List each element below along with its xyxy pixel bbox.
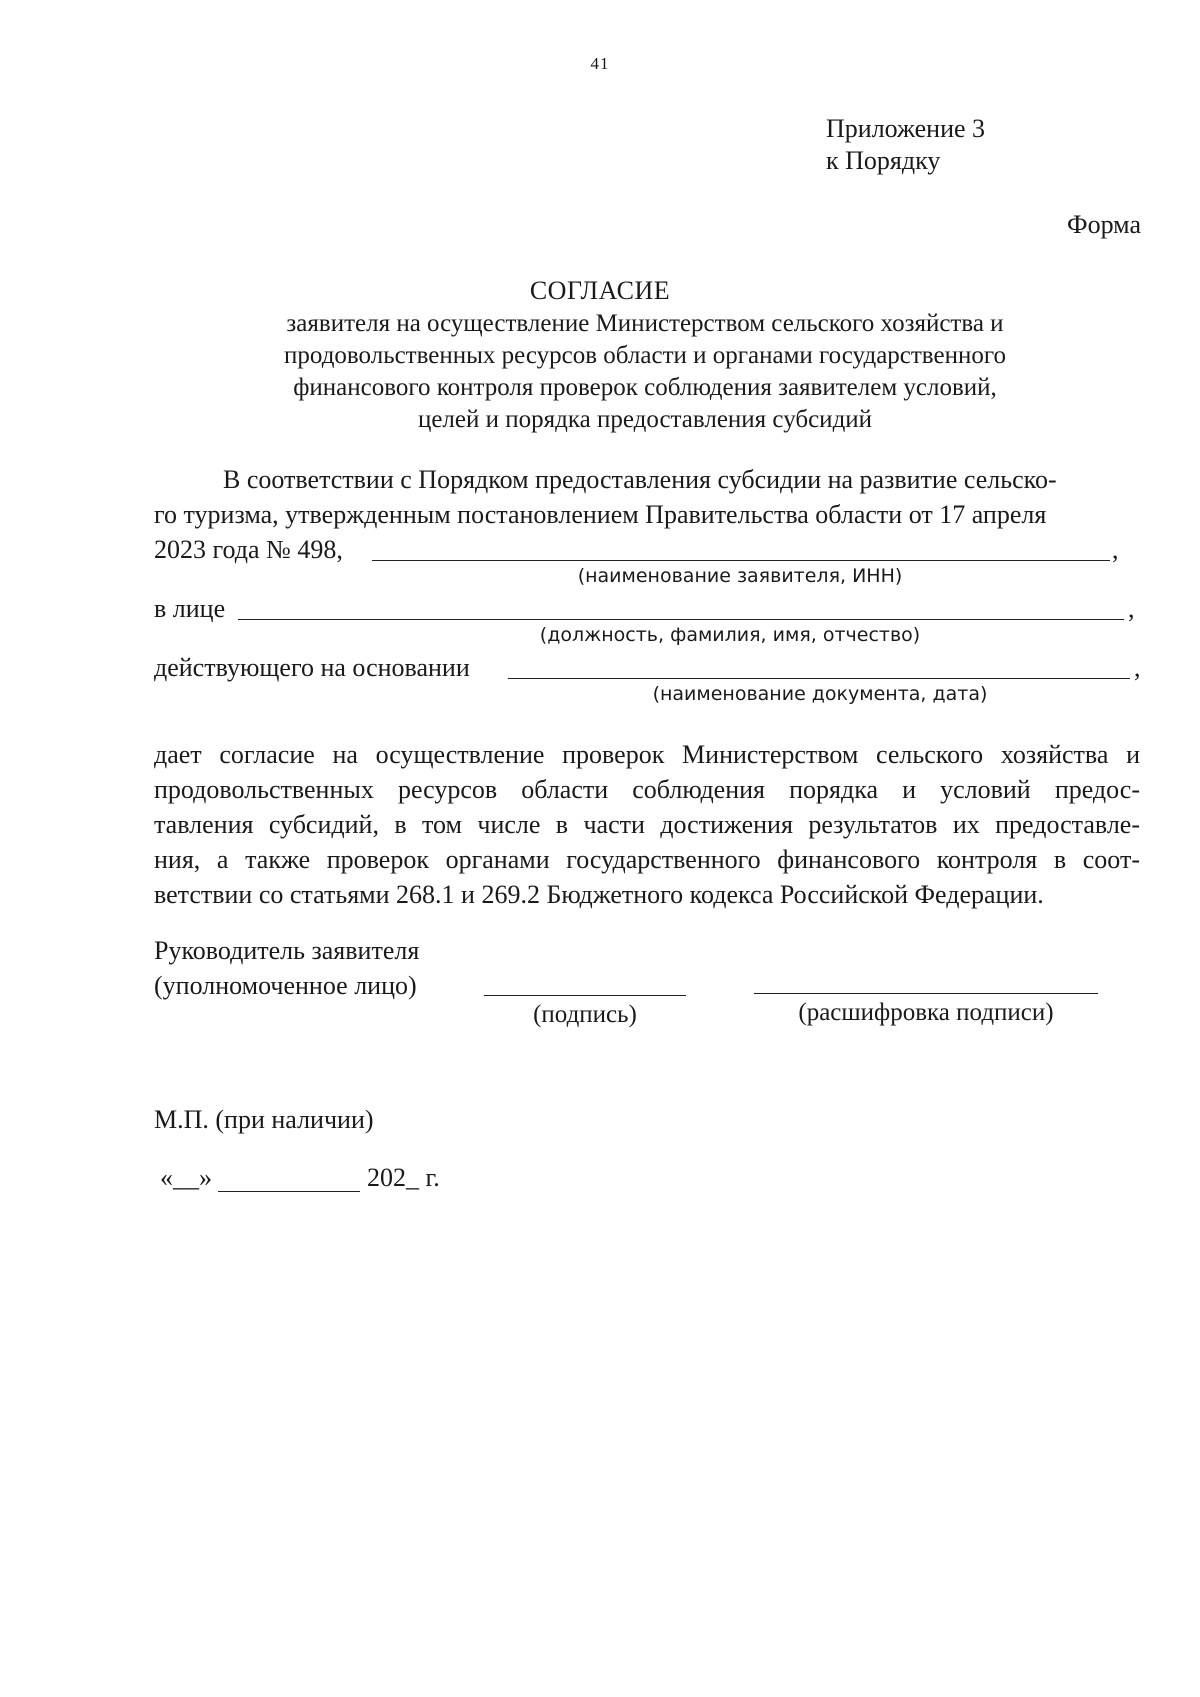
document-title: СОГЛАСИЕ [529,276,671,305]
appendix-number: Приложение 3 [826,114,986,143]
person-label: в лице [154,594,226,623]
person-comma: , [1128,594,1135,623]
applicant-comma: , [1112,535,1119,564]
head-label-line-1: Руководитель заявителя [154,936,420,965]
applicant-field-line[interactable] [372,560,1110,561]
basis-field-hint: (наименование документа, дата) [652,683,988,705]
intro-line-2: го туризма, утвержденным постановлением Правительства области от 17 апреля [154,500,1047,529]
document-subtitle-text: заявителя на осуществление Министерством сельского хозяйства и продовольственных ресурсов области и органами государственного финансового контроля проверок соблюдения заявителем условий, целей и порядка предоставления субсидий [284,310,1006,433]
consent-line-4: ния, а также проверок органами государственного финансового контроля в соот- [154,845,1140,874]
date-month-field-line[interactable] [218,1191,360,1192]
appendix-target: к Порядку [826,146,941,175]
signature-decoding-field-line[interactable] [754,993,1098,994]
stamp-label: М.П. (при наличии) [154,1105,374,1134]
form-label: Форма [1067,210,1141,239]
applicant-field-hint: (наименование заявителя, ИНН) [577,565,903,587]
consent-line-3: тавления субсидий, в том числе в части достижения результатов их предоставле- [154,810,1140,839]
signature-field-line[interactable] [484,995,686,996]
consent-line-5: ветствии со статьями 268.1 и 269.2 Бюджетного кодекса Российской Федерации. [154,880,1044,909]
document-subtitle [0,308,1200,436]
person-field-hint: (должность, фамилия, имя, отчество) [539,624,921,646]
basis-label: действующего на основании [154,653,470,682]
head-label-line-2: (уполномоченное лицо) [154,971,417,1000]
appendix-reference [826,113,985,177]
basis-field-line[interactable] [508,678,1130,679]
date-day: «__» [160,1163,212,1192]
signature-decoding-hint: (расшифровка подписи) [798,999,1054,1026]
page-number: 41 [590,54,610,73]
intro-line-3: 2023 года № 498, [154,535,343,564]
consent-line-1: дает согласие на осуществление проверок Министерством сельского хозяйства и [154,740,1140,769]
person-field-line[interactable] [238,619,1124,620]
date-year: 202_ г. [367,1163,440,1192]
signature-hint: (подпись) [533,1001,637,1028]
consent-line-2: продовольственных ресурсов области соблюдения порядка и условий предос- [154,775,1140,804]
basis-comma: , [1134,653,1141,682]
intro-line-1: В соответствии с Порядком предоставления субсидии на развитие сельско- [223,465,1057,494]
